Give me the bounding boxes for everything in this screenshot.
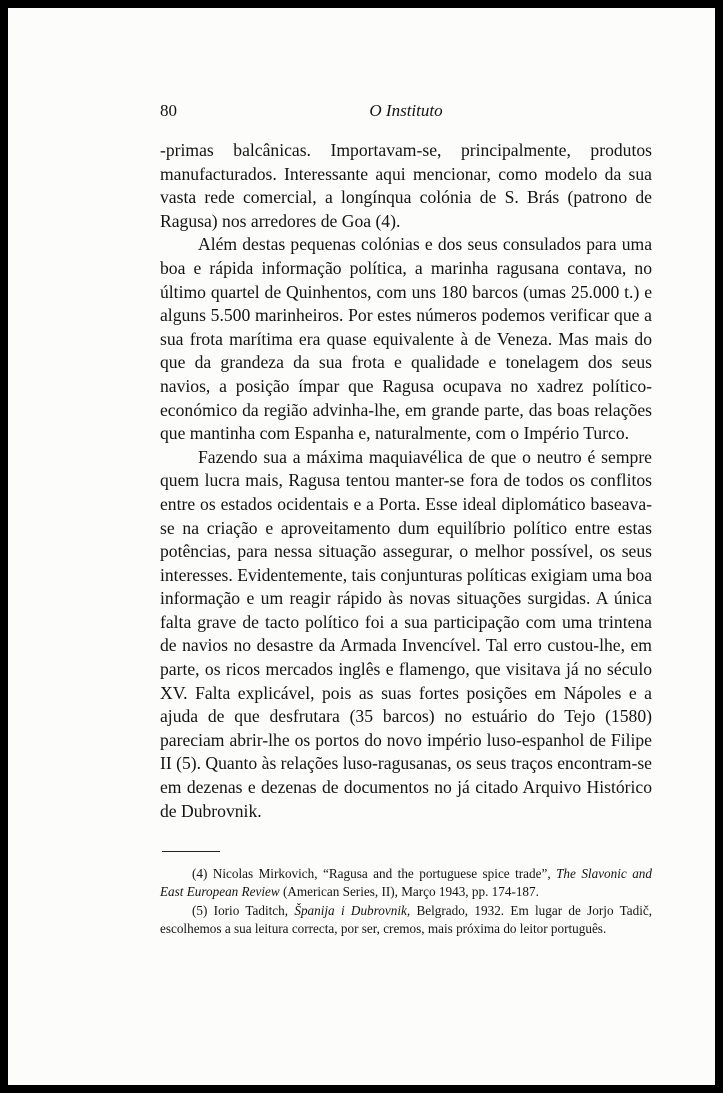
paragraph-2: Além destas pequenas colónias e dos seus consulados para uma boa e rápida informação política, a marinha ragusana contava, no último quartel de Quinhentos, com uns 180 barcos (umas 25.000 t.) e alguns 5.500 marinheiros. Por estes números podemos verificar que a sua frota marítima era quase equivalente à de Veneza. Mas mais do que da grandeza da sua frota e qualidade e tonelagem dos seus navios, a posição ímpar que Ragusa ocupava no xadrez político-económico da região advinha-lhe, em grande parte, das boas relações que mantinha com Espanha e, naturalmente, com o Império Turco.	[160, 234, 652, 444]
paragraph-1: -primas balcânicas. Importavam-se, principalmente, produtos manufacturados. Interessante aqui mencionar, como modelo da sua vasta rede comercial, a longínqua colónia de S. Brás (patrono de Ragusa) nos arredores de Goa (4).	[160, 140, 652, 231]
paragraph-3: Fazendo sua a máxima maquiavélica de que o neutro é sempre quem lucra mais, Ragusa tentou manter-se fora de todos os conflitos entre os estados ocidentais e a Porta. Esse ideal diplomático baseava-se na criação e aproveitamento dum equilíbrio político entre estas potências, para nessa situação assegurar, o melhor possível, os seus interesses. Evidentemente, tais conjunturas políticas exigiam uma boa informação e um reagir rápido às novas situações surgidas. A única falta grave de tacto político foi a sua participação com uma trintena de navios no desastre da Armada Invencível. Tal erro custou-lhe, em parte, os ricos mercados inglês e flamengo, que visitava já no século XV. Falta explicável, pois as suas fortes posições em Nápoles e a ajuda de que desfrutara (35 barcos) no estuário do Tejo (1580) pareciam abrir-lhe os portos do novo império luso-espanhol de Filipe II (5). Quanto às relações luso-ragusanas, os seus traços encontram-se em dezenas e dezenas de documentos no já citado Arquivo Histórico de Dubrovnik.	[160, 446, 652, 821]
running-title: O Instituto	[369, 101, 443, 120]
book-page	[8, 8, 715, 1085]
footnote-5-title: Španija i Dubrovnik,	[294, 902, 411, 918]
footnote-5-text: (5) Iorio Taditch,	[192, 902, 289, 918]
footnote-4	[160, 865, 652, 902]
footnotes	[160, 865, 652, 939]
page-header	[160, 101, 652, 123]
footnote-5-details: Belgrado, 1932. Em lugar de Jorjo Tadič, escolhemos a sua leitura correcta, por ser, cremos, mais próxima do leitor português.	[160, 902, 653, 937]
footnote-rule	[162, 851, 220, 852]
footnote-4-text: (4) Nicolas Mirkovich, “Ragusa and the portuguese spice trade”,	[192, 866, 551, 881]
main-text	[160, 139, 652, 823]
footnote-4-details: (American Series, II), Março 1943, pp. 174-187.	[282, 884, 539, 900]
page-number: 80	[160, 101, 177, 120]
footnote-5	[160, 902, 652, 939]
footnote-4-journal: The Slavonic and East European Review	[160, 866, 652, 900]
